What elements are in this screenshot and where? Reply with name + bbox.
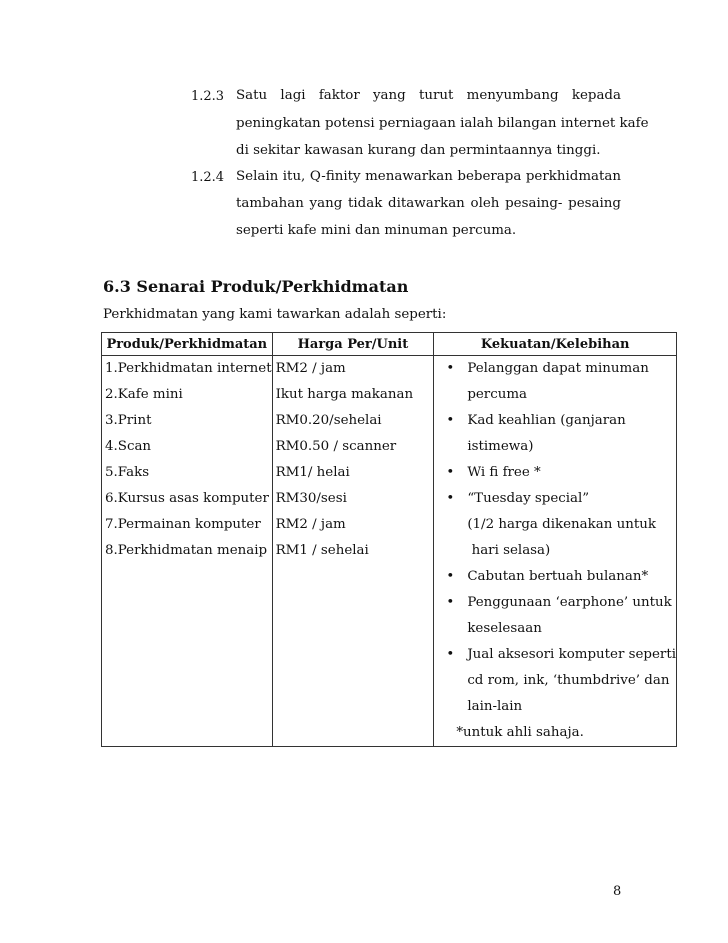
list-number: 1.2.4 — [191, 170, 225, 185]
bullet-icon: • — [446, 413, 455, 428]
price-item: RM1/ helai — [275, 465, 350, 480]
product-item: 5.Faks — [105, 465, 150, 480]
strength-bullet-item: • Penggunaan ‘earphone’ untuk — [434, 590, 676, 616]
section-intro: Perkhidmatan yang kami tawarkan adalah seperti: — [103, 307, 447, 322]
product-item: 4.Scan — [105, 439, 152, 454]
bullet-icon: • — [446, 595, 455, 610]
price-item: RM0.20/sehelai — [275, 413, 382, 428]
strength-continuation: percuma — [467, 387, 528, 402]
column-header-harga: Harga Per/Unit — [272, 333, 434, 356]
column-header-produk: Produk/Perkhidmatan — [102, 333, 273, 356]
strength-continuation: cd rom, ink, ‘thumbdrive’ dan — [467, 673, 670, 688]
strengths-column — [434, 356, 677, 747]
list-text-line: tambahan yang tidak ditawarkan oleh pesaing- pesaing — [236, 196, 621, 211]
list-text-line: di sekitar kawasan kurang dan permintaannya tinggi. — [236, 143, 601, 158]
price-item: RM1 / sehelai — [275, 543, 369, 558]
list-text-line: seperti kafe mini dan minuman percuma. — [236, 223, 517, 238]
strength-continuation: lain-lain — [467, 699, 523, 714]
products-table — [101, 332, 677, 747]
product-item: 2.Kafe mini — [105, 387, 183, 402]
price-item: RM30/sesi — [275, 491, 347, 506]
product-item: 8.Perkhidmatan menaip — [105, 543, 268, 558]
bullet-icon: • — [446, 491, 455, 506]
strength-continuation: (1/2 harga dikenakan untuk — [467, 517, 657, 532]
bullet-icon: • — [446, 465, 455, 480]
table-row — [102, 356, 677, 747]
price-item: RM0.50 / scanner — [275, 439, 397, 454]
product-item: 7.Permainan komputer — [105, 517, 261, 532]
strength-bullet-item: • Kad keahlian (ganjaran — [434, 408, 676, 434]
list-number: 1.2.3 — [191, 89, 225, 104]
strength-bullet-item: • Pelanggan dapat minuman — [434, 356, 676, 382]
strength-continuation: keselesaan — [467, 621, 542, 636]
strength-continuation: hari selasa) — [467, 543, 551, 558]
products-column — [102, 356, 273, 747]
price-item: Ikut harga makanan — [275, 387, 414, 402]
table-header-row — [102, 333, 677, 356]
strength-bullet-item: • “Tuesday special” — [434, 486, 676, 512]
bullet-icon: • — [446, 361, 455, 376]
price-item: RM2 / jam — [275, 517, 346, 532]
section-heading: 6.3 Senarai Produk/Perkhidmatan — [103, 277, 409, 296]
strength-bullet-item: • Cabutan bertuah bulanan* — [434, 564, 676, 590]
strength-bullet-item: • Jual aksesori komputer seperti — [434, 642, 676, 668]
column-header-kekuatan: Kekuatan/Kelebihan — [434, 333, 677, 356]
footnote-members-only: *untuk ahli sahaja. — [456, 725, 584, 740]
bullet-icon: • — [446, 647, 455, 662]
price-item: RM2 / jam — [275, 361, 346, 376]
strength-continuation: istimewa) — [467, 439, 534, 454]
product-item: 6.Kursus asas komputer — [105, 491, 269, 506]
list-text-line: Selain itu, Q-finity menawarkan beberapa perkhidmatan — [236, 169, 621, 184]
product-item: 1.Perkhidmatan internet — [105, 361, 272, 376]
product-item: 3.Print — [105, 413, 152, 428]
bullet-icon: • — [446, 569, 455, 584]
strength-bullet-item: • Wi fi free * — [434, 460, 676, 486]
list-text-line: Satu lagi faktor yang turut menyumbang kepada — [236, 88, 621, 103]
prices-column — [272, 356, 434, 747]
page-number: 8 — [613, 884, 622, 899]
list-text-line: peningkatan potensi perniagaan ialah bilangan internet kafe — [236, 116, 649, 131]
